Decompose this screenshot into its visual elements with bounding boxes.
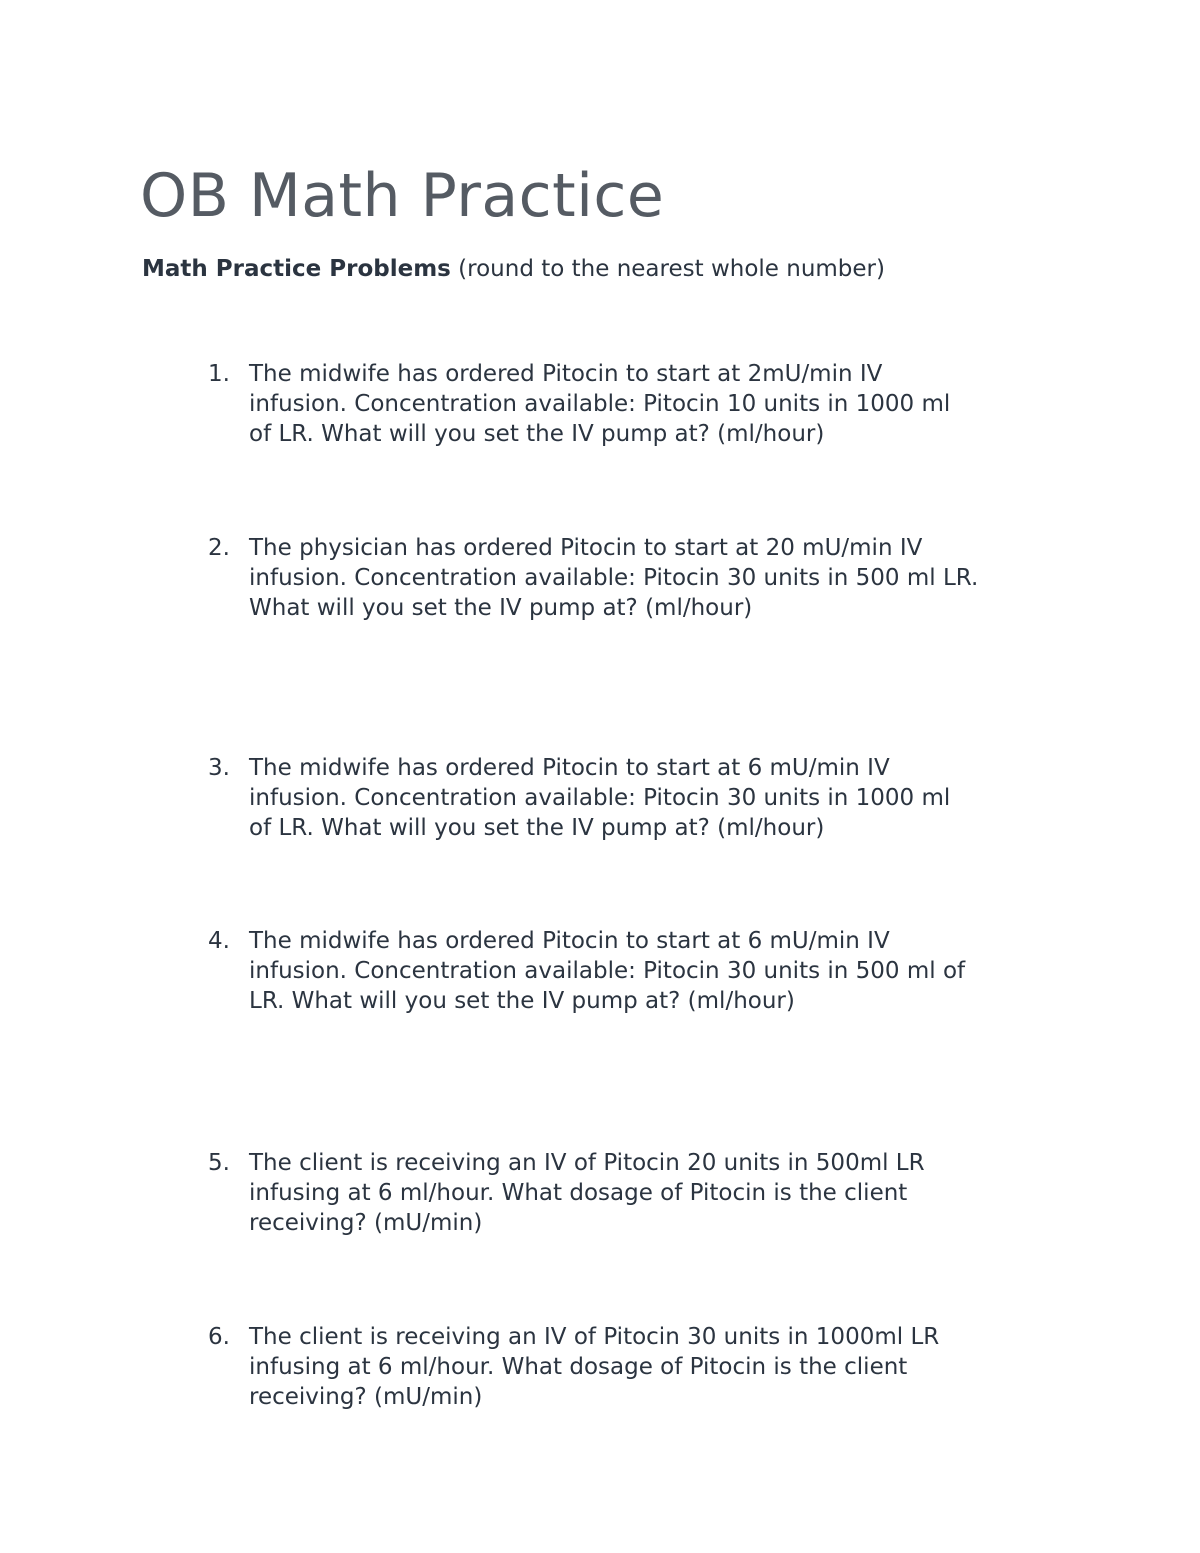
question-line: receiving? (mU/min) [249,1210,483,1236]
question-line: The midwife has ordered Pitocin to start at 2mU/min IV [249,361,883,387]
question-1 [208,359,1088,449]
question-line: infusion. Concentration available: Pitocin 30 units in 1000 ml [249,785,951,811]
question-number: 3. [208,755,230,781]
question-number: 6. [208,1324,230,1350]
question-line: infusion. Concentration available: Pitocin 30 units in 500 ml of [249,958,966,984]
question-text [249,753,1088,843]
question-number: 5. [208,1150,230,1176]
question-line: receiving? (mU/min) [249,1384,483,1410]
question-number: 1. [208,361,230,387]
question-text [249,1322,1088,1412]
question-line: The client is receiving an IV of Pitocin 20 units in 500ml LR [249,1150,925,1176]
question-text [249,533,1088,623]
question-line: infusing at 6 ml/hour. What dosage of Pitocin is the client [249,1354,908,1380]
question-line: The physician has ordered Pitocin to start at 20 mU/min IV [249,535,923,561]
question-line: What will you set the IV pump at? (ml/hour) [249,595,753,621]
question-line: The midwife has ordered Pitocin to start at 6 mU/min IV [249,928,890,954]
question-text [249,359,1088,449]
question-line: infusing at 6 ml/hour. What dosage of Pitocin is the client [249,1180,908,1206]
question-number: 2. [208,535,230,561]
question-line: of LR. What will you set the IV pump at? (ml/hour) [249,421,825,447]
question-text [249,926,1088,1016]
question-number: 4. [208,928,230,954]
question-6 [208,1322,1088,1412]
question-line: infusion. Concentration available: Pitocin 30 units in 500 ml LR. [249,565,979,591]
subtitle-rest: (round to the nearest whole number) [450,256,885,282]
document-subtitle [142,253,885,285]
question-line: The midwife has ordered Pitocin to start at 6 mU/min IV [249,755,890,781]
question-line: LR. What will you set the IV pump at? (ml/hour) [249,988,795,1014]
question-5 [208,1148,1088,1238]
question-3 [208,753,1088,843]
question-line: infusion. Concentration available: Pitocin 10 units in 1000 ml [249,391,951,417]
question-text [249,1148,1088,1238]
document-title: OB Math Practice [140,161,665,231]
subtitle-bold: Math Practice Problems [142,256,451,282]
question-line: of LR. What will you set the IV pump at? (ml/hour) [249,815,825,841]
question-4 [208,926,1088,1016]
question-line: The client is receiving an IV of Pitocin 30 units in 1000ml LR [249,1324,940,1350]
question-2 [208,533,1088,623]
